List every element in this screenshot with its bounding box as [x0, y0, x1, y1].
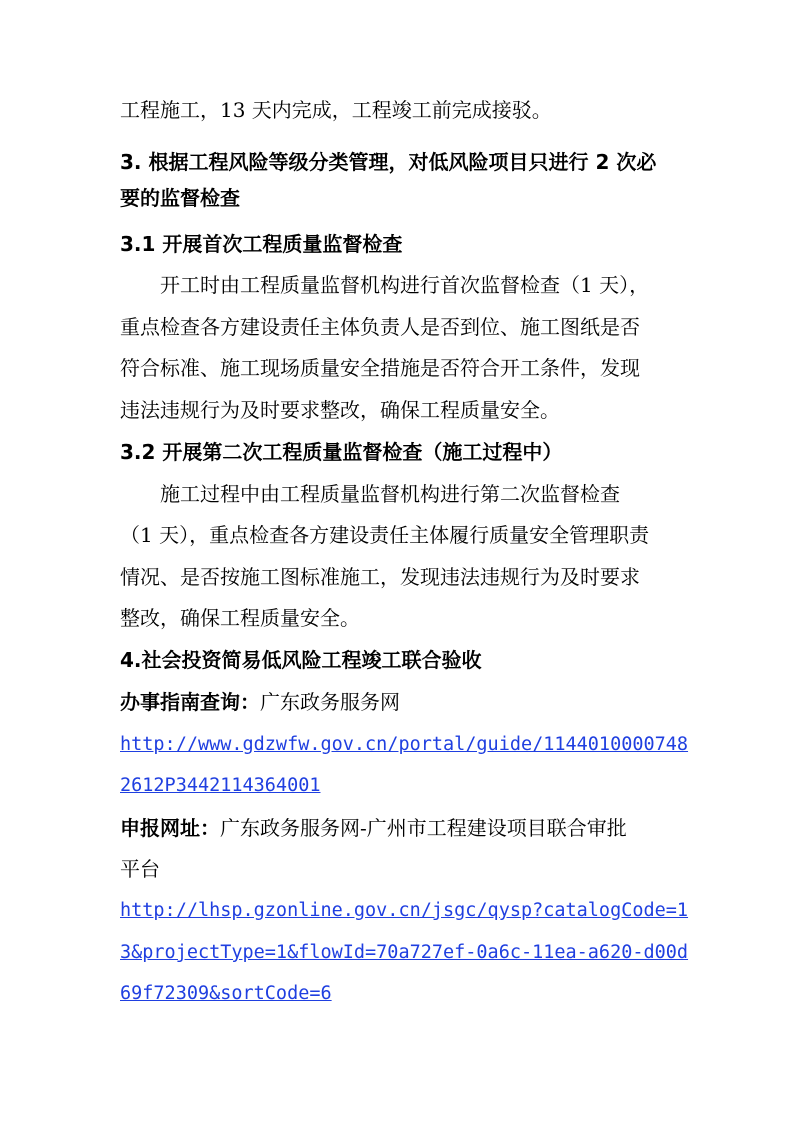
apply-link-cont[interactable]: 69f72309&sortCode=6: [120, 983, 332, 1004]
paragraph-line: 工程施工，13 天内完成，工程竣工前完成接驳。: [120, 98, 552, 122]
subsection-heading-3-2: 3.2 开展第二次工程质量监督检查（施工过程中）: [120, 440, 563, 464]
guide-row: [120, 690, 400, 714]
paragraph-line: 情况、是否按施工图标准施工，发现违法违规行为及时要求: [120, 565, 640, 589]
subsection-heading-3-1: 3.1 开展首次工程质量监督检查: [120, 232, 403, 256]
apply-value: 广东政务服务网-广州市工程建设项目联合审批: [220, 816, 627, 840]
paragraph-line: 符合标准、施工现场质量安全措施是否符合开工条件，发现: [120, 356, 640, 380]
guide-value: 广东政务服务网: [260, 690, 400, 714]
apply-link-cont[interactable]: 3&projectType=1&flowId=70a727ef-0a6c-11ea-a620-d00d: [120, 942, 689, 963]
apply-label: 申报网址：: [120, 816, 220, 840]
paragraph-line: 施工过程中由工程质量监督机构进行第二次监督检查: [160, 482, 620, 506]
section-heading-4: 4.社会投资简易低风险工程竣工联合验收: [120, 648, 482, 672]
section-heading-3: 3. 根据工程风险等级分类管理，对低风险项目只进行 2 次必: [120, 150, 657, 174]
apply-link[interactable]: http://lhsp.gzonline.gov.cn/jsgc/qysp?catalogCode=1: [120, 900, 689, 921]
section-heading-3-cont: 要的监督检查: [120, 186, 240, 210]
paragraph-line: （1 天），重点检查各方建设责任主体履行质量安全管理职责: [120, 523, 650, 547]
paragraph-line: 违法违规行为及时要求整改，确保工程质量安全。: [120, 398, 560, 422]
apply-row: [120, 816, 627, 840]
guide-label: 办事指南查询：: [120, 690, 260, 714]
paragraph-line: 开工时由工程质量监督机构进行首次监督检查（1 天），: [160, 273, 650, 297]
guide-link[interactable]: http://www.gdzwfw.gov.cn/portal/guide/1144010000748: [120, 734, 689, 755]
paragraph-line: 重点检查各方建设责任主体负责人是否到位、施工图纸是否: [120, 315, 640, 339]
apply-value-cont: 平台: [120, 857, 160, 881]
paragraph-line: 整改，确保工程质量安全。: [120, 606, 360, 630]
guide-link-cont[interactable]: 2612P3442114364001: [120, 775, 321, 796]
